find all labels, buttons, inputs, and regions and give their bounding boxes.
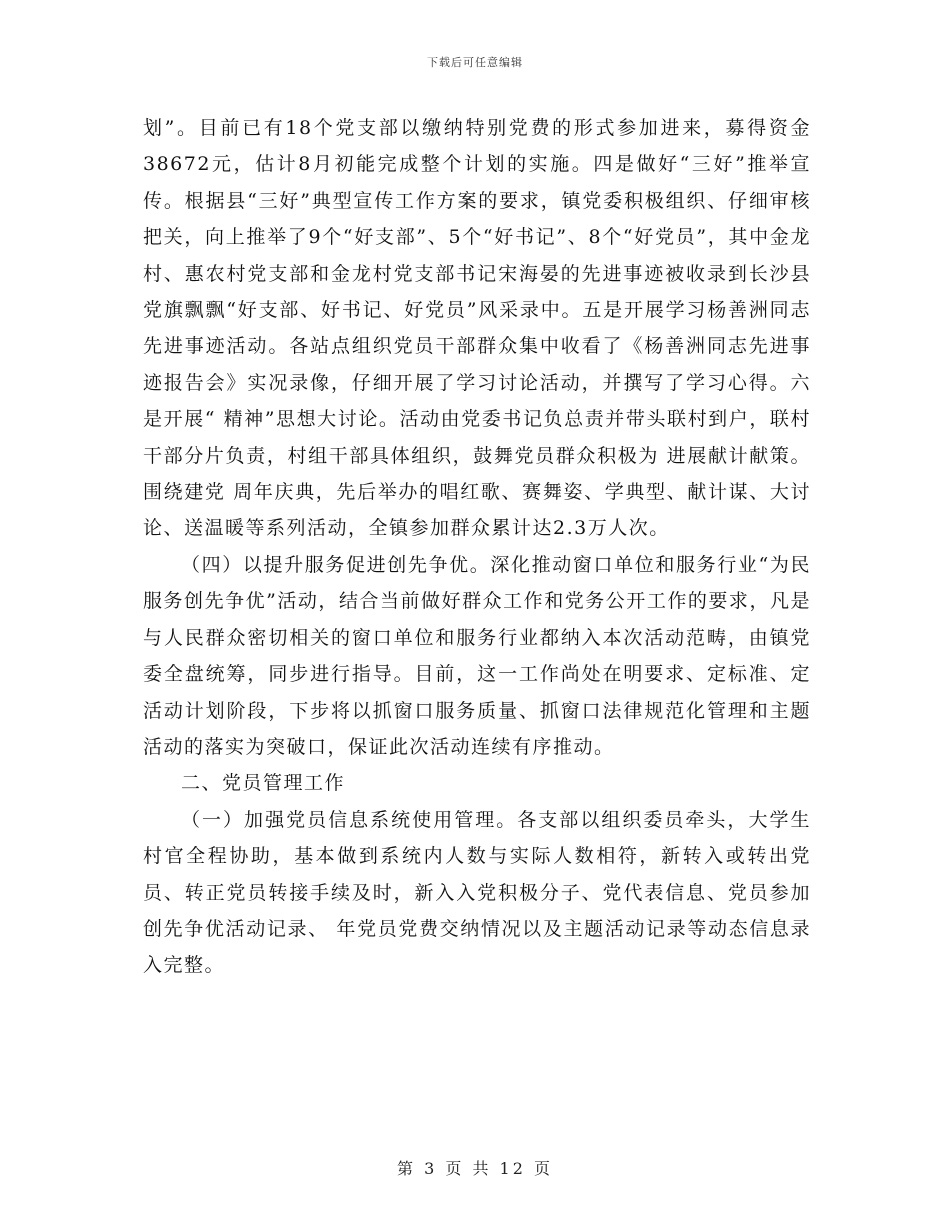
body-paragraph-3: （一）加强党员信息系统使用管理。各支部以组织委员牵头，大学生村官全程协助，基本做到系统内人数与实际人数相符，新转入或转出党员、转正党员转接手续及时，新入入党积极分子、党代表信息、党员参加创先争优活动记录、 年党员党费交纳情况以及主题活动记录等动态信息录入完整。 — [143, 808, 811, 977]
page-header-note: 下载后可任意编辑 — [427, 56, 523, 69]
section-heading: 二、党员管理工作 — [181, 772, 346, 795]
body-paragraph-2: （四）以提升服务促进创先争优。深化推动窗口单位和服务行业“为民服务创先争优”活动，结合当前做好群众工作和党务公开工作的要求，凡是与人民群众密切相关的窗口单位和服务行业都纳入本次活动范畴，由镇党委全盘统筹，同步进行指导。目前，这一工作尚处在明要求、定标准、定活动计划阶段，下步将以抓窗口服务质量、抓窗口法律规范化管理和主题活动的落实为突破口，保证此次活动连续有序推动。 — [143, 553, 811, 758]
body-paragraph-1: 划”。目前已有18个党支部以缴纳特别党费的形式参加进来，募得资金38672元，估计8月初能完成整个计划的实施。四是做好“三好”推举宣传。根据县“三好”典型宣传工作方案的要求，镇党委积极组织、仔细审核把关，向上推举了9个“好支部”、5个“好书记”、8个“好党员”，其中金龙村、惠农村党支部和金龙村党支部书记宋海晏的先进事迹被收录到长沙县党旗飘飘“好支部、好书记、好党员”风采录中。五是开展学习杨善洲同志先进事迹活动。各站点组织党员干部群众集中收看了《杨善洲同志先进事迹报告会》实况录像，仔细开展了学习讨论活动，并撰写了学习心得。六是开展“ 精神”思想大讨论。活动由党委书记负总责并带头联村到户，联村干部分片负责，村组干部具体组织，鼓舞党员群众积极为 进展献计献策。围绕建党 周年庆典，先后举办的唱红歌、赛舞姿、学典型、献计谋、大讨论、送温暖等系列活动，全镇参加群众累计达2.3万人次。 — [143, 117, 811, 540]
page-number: 第 3 页 共 12 页 — [397, 1159, 553, 1178]
document-body — [143, 110, 811, 984]
